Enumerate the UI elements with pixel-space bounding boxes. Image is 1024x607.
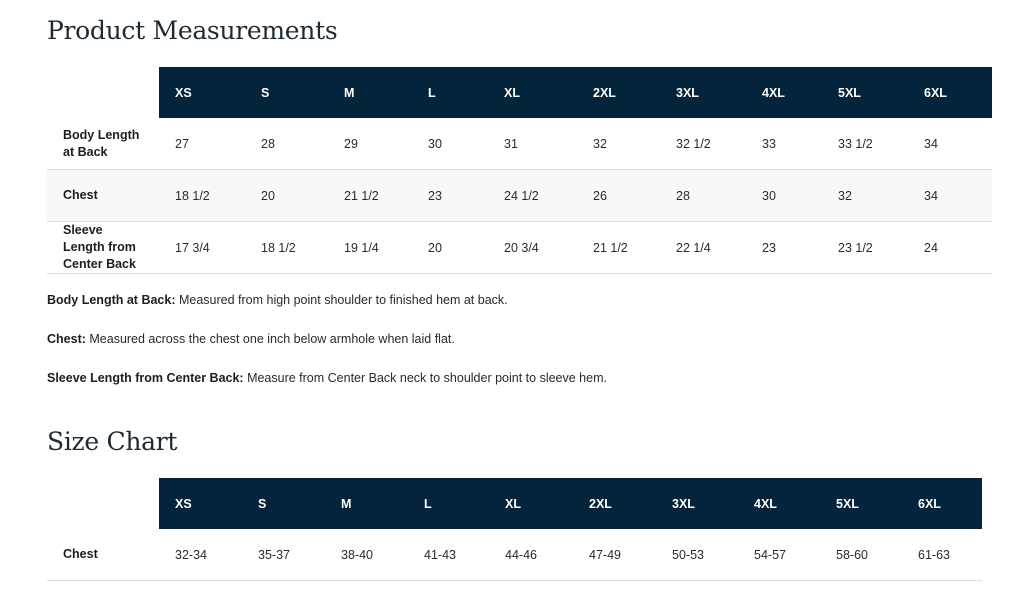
table-cell: 18 1/2: [159, 170, 245, 222]
size-chart-table: [47, 478, 982, 581]
size-header-4xl: 4XL: [738, 478, 820, 529]
note-text: Measured across the chest one inch below armhole when laid flat.: [85, 332, 455, 346]
table-row-chest: [47, 170, 992, 222]
table-cell: 33 1/2: [822, 118, 908, 170]
table-cell: 44-46: [489, 529, 573, 581]
table-cell: 47-49: [573, 529, 656, 581]
table-cell: 31: [488, 118, 577, 170]
table-cell: 35-37: [242, 529, 325, 581]
table-cell: 33: [746, 118, 822, 170]
table-cell: 54-57: [738, 529, 820, 581]
row-label-chest: Chest: [47, 529, 159, 581]
note-text: Measured from high point shoulder to finished hem at back.: [175, 293, 508, 307]
size-header-m: M: [328, 67, 412, 118]
table-cell: 58-60: [820, 529, 902, 581]
size-header-5xl: 5XL: [822, 67, 908, 118]
note-sleeve-length: [47, 371, 607, 385]
size-header-3xl: 3XL: [656, 478, 738, 529]
size-header-4xl: 4XL: [746, 67, 822, 118]
table-cell: 20 3/4: [488, 222, 577, 274]
table-cell: 20: [412, 222, 488, 274]
table-cell: 17 3/4: [159, 222, 245, 274]
table-cell: 28: [660, 170, 746, 222]
table-cell: 32-34: [159, 529, 242, 581]
table-cell: 29: [328, 118, 412, 170]
table-cell: 22 1/4: [660, 222, 746, 274]
row-label-chest: Chest: [47, 170, 159, 222]
size-header-6xl: 6XL: [902, 478, 982, 529]
size-header-l: L: [408, 478, 489, 529]
note-term: Body Length at Back:: [47, 293, 176, 307]
table-cell: 32: [822, 170, 908, 222]
size-header-s: S: [242, 478, 325, 529]
table-cell: 34: [908, 118, 992, 170]
table-cell: 27: [159, 118, 245, 170]
table-cell: 30: [412, 118, 488, 170]
table-cell: 23: [746, 222, 822, 274]
size-header-row: [47, 67, 992, 118]
table-cell: 26: [577, 170, 660, 222]
table-cell: 19 1/4: [328, 222, 412, 274]
size-header-xs: XS: [159, 478, 242, 529]
size-header-xs: XS: [159, 67, 245, 118]
size-header-xl: XL: [489, 478, 573, 529]
table-cell: 23 1/2: [822, 222, 908, 274]
size-header-l: L: [412, 67, 488, 118]
size-header-row: [47, 478, 982, 529]
table-cell: 24: [908, 222, 992, 274]
size-header-5xl: 5XL: [820, 478, 902, 529]
table-cell: 61-63: [902, 529, 982, 581]
table-cell: 24 1/2: [488, 170, 577, 222]
note-body-length: [47, 293, 508, 307]
row-label-sleeve-length: Sleeve Length from Center Back: [47, 222, 159, 274]
size-header-3xl: 3XL: [660, 67, 746, 118]
size-header-m: M: [325, 478, 408, 529]
table-cell: 50-53: [656, 529, 738, 581]
table-cell: 18 1/2: [245, 222, 328, 274]
table-cell: 32 1/2: [660, 118, 746, 170]
size-header-s: S: [245, 67, 328, 118]
note-chest: [47, 332, 455, 346]
note-term: Chest:: [47, 332, 86, 346]
product-measurements-table: [47, 67, 992, 274]
table-cell: 38-40: [325, 529, 408, 581]
size-header-2xl: 2XL: [577, 67, 660, 118]
table-row-sleeve-length: [47, 222, 992, 274]
row-label-body-length: Body Length at Back: [47, 118, 159, 170]
table-cell: 20: [245, 170, 328, 222]
header-corner: [47, 478, 159, 529]
table-cell: 21 1/2: [328, 170, 412, 222]
size-header-6xl: 6XL: [908, 67, 992, 118]
header-corner: [47, 67, 159, 118]
note-term: Sleeve Length from Center Back:: [47, 371, 244, 385]
product-measurements-title: Product Measurements: [47, 16, 338, 45]
size-header-xl: XL: [488, 67, 577, 118]
table-cell: 30: [746, 170, 822, 222]
size-header-2xl: 2XL: [573, 478, 656, 529]
table-cell: 32: [577, 118, 660, 170]
table-row-chest: [47, 529, 982, 581]
note-text: Measure from Center Back neck to shoulder point to sleeve hem.: [243, 371, 607, 385]
table-cell: 41-43: [408, 529, 489, 581]
table-cell: 34: [908, 170, 992, 222]
table-cell: 23: [412, 170, 488, 222]
table-row-body-length: [47, 118, 992, 170]
table-cell: 28: [245, 118, 328, 170]
size-chart-title: Size Chart: [47, 427, 178, 456]
table-cell: 21 1/2: [577, 222, 660, 274]
